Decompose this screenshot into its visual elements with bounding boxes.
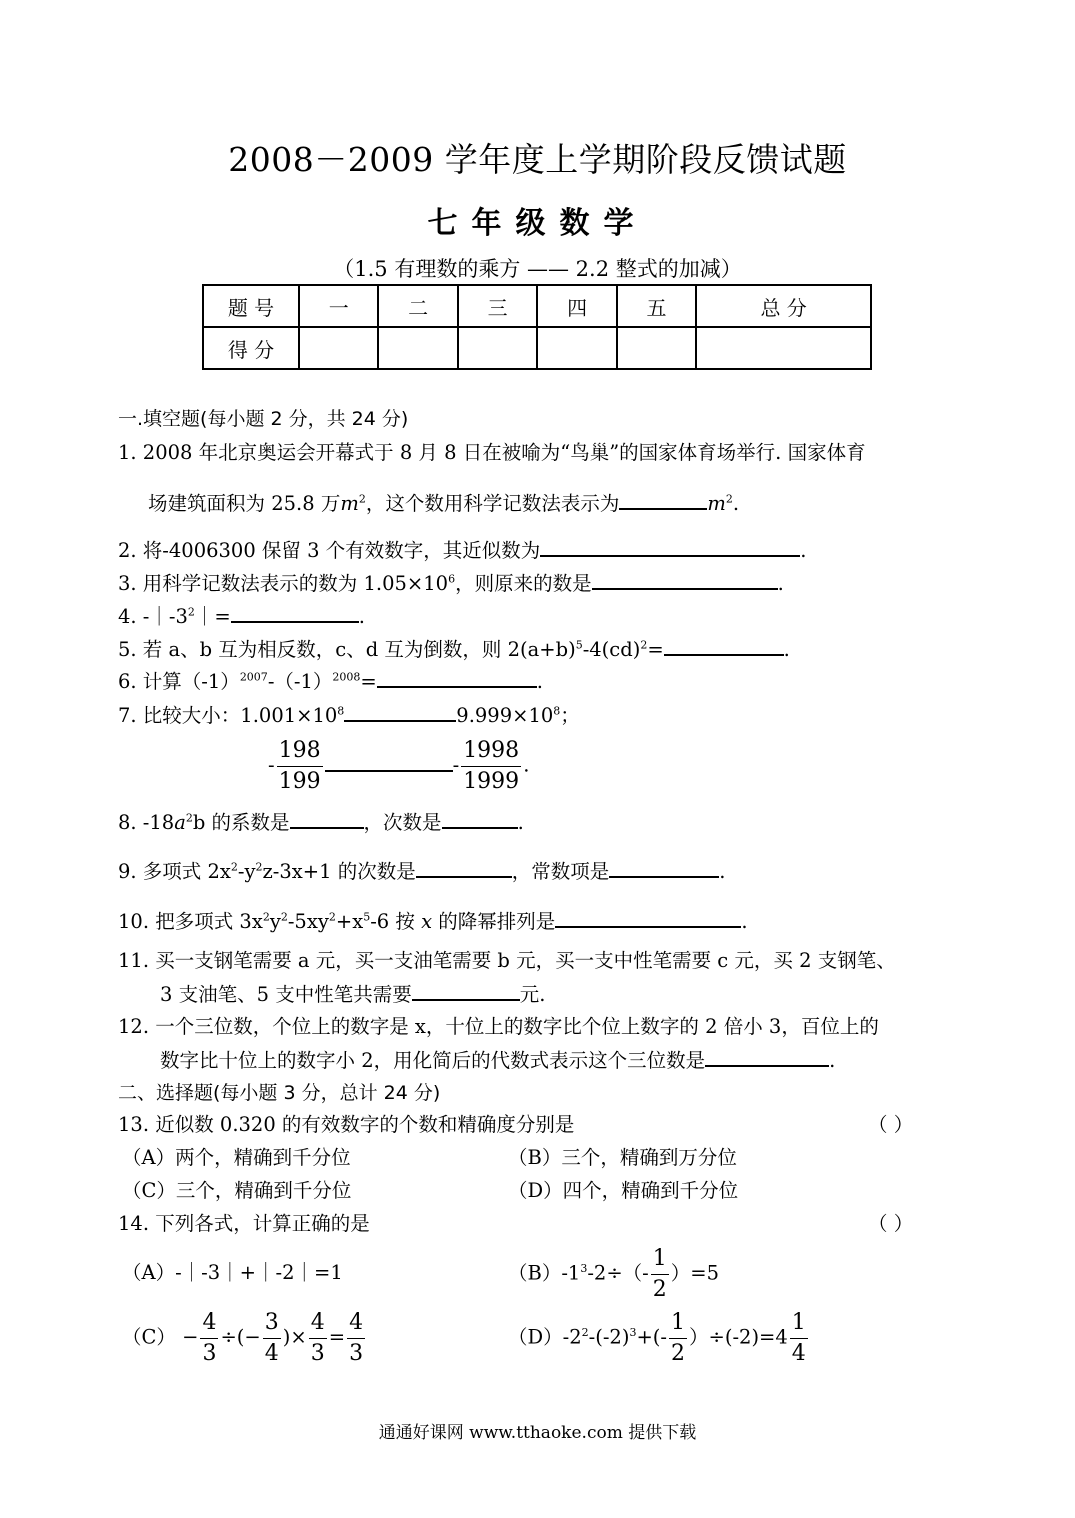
table-cell: 总 分 <box>696 285 871 327</box>
table-cell: 题 号 <box>203 285 299 327</box>
fraction: $\frac{3}{4}$ <box>264 1310 279 1366</box>
question-11-line1: 11. 买一支钢笔需要 a 元，买一支油笔需要 b 元，买一支中性笔需要 c 元，买 2 支钢笔、 <box>118 949 896 972</box>
answer-blank[interactable] <box>290 809 364 829</box>
table-cell: 三 <box>458 285 537 327</box>
option-c[interactable]: （C）三个，精确到千分位 <box>122 1179 352 1202</box>
table-cell: 四 <box>537 285 616 327</box>
table-cell: 一 <box>299 285 378 327</box>
section2-heading: 二、选择题(每小题 3 分，总计 24 分) <box>118 1082 441 1104</box>
answer-blank[interactable] <box>705 1047 829 1067</box>
option-c[interactable]: （C） − $\frac{4}{3}$ ÷(− $\frac{3}{4}$ )× $\frac{4}{3}$ = $\frac{4}{3}$ <box>122 1308 367 1368</box>
chapter-range: （1.5 有理数的乘方 —— 2.2 整式的加减） <box>333 257 742 281</box>
answer-blank[interactable] <box>555 908 741 928</box>
question-7-line2: - $\frac{198}{199}$ - $\frac{1998}{1999}$ . <box>268 736 529 796</box>
score-input-cell[interactable] <box>537 327 616 369</box>
table-cell: 二 <box>378 285 457 327</box>
question-12-line2: 数字比十位上的数字小 2，用化简后的代数式表示这个三位数是 . <box>160 1049 836 1072</box>
question-12-line1: 12. 一个三位数，个位上的数字是 x，十位上的数字比个位上数字的 2 倍小 3，百位上的 <box>118 1015 879 1038</box>
question-1-line1: 1. 2008 年北京奥运会开幕式于 8 月 8 日在被喻为“鸟巢”的国家体育场举行. 国家体育 <box>118 441 866 464</box>
page-subtitle: 七年级数学 <box>427 206 648 241</box>
score-input-cell[interactable] <box>696 327 871 369</box>
fraction: $\frac{198}{199}$ <box>278 738 321 794</box>
fraction: $\frac{4}{3}$ <box>349 1310 364 1366</box>
question-1-line2: 场建筑面积为 25.8 万$m^2$，这个数用科学记数法表示为 $m^2$. <box>148 492 740 515</box>
answer-blank[interactable] <box>344 702 456 722</box>
fraction: $\frac{1998}{1999}$ <box>463 738 520 794</box>
score-table <box>202 284 872 370</box>
fraction: $\frac{4}{3}$ <box>202 1310 217 1366</box>
option-a[interactable]: （A）-｜-3｜+｜-2｜=1 <box>122 1261 343 1284</box>
answer-blank[interactable] <box>664 636 784 656</box>
question-2: 2. 将-4006300 保留 3 个有效数字，其近似数为 . <box>118 539 807 562</box>
question-3: 3. 用科学记数法表示的数为 $1.05\times 10^6$，则原来的数是 . <box>118 572 784 595</box>
fraction: $\frac{4}{3}$ <box>310 1310 325 1366</box>
question-4: 4. $-|-3^2|=$ . <box>118 605 365 628</box>
option-a[interactable]: （A）两个，精确到千分位 <box>122 1146 351 1169</box>
question-10: 10. 把多项式 $3x^2y^2-5xy^2+x^5-6$ 按 x 的降幂排列是 . <box>118 910 748 933</box>
table-cell: 得 分 <box>203 327 299 369</box>
answer-blank[interactable] <box>416 858 512 878</box>
option-d[interactable]: $(D)-2^2-(-2)^3+(-$ $\frac{1}{2}$ ）÷(-2)=4 $\frac{1}{4}$ <box>508 1308 810 1368</box>
answer-blank[interactable] <box>609 858 719 878</box>
answer-paren[interactable]: （ ） <box>868 1212 914 1235</box>
fraction: $\frac{1}{2}$ <box>671 1310 685 1366</box>
question-8: 8. $-18a^2b$ 的系数是 ，次数是 . <box>118 811 524 834</box>
table-cell: 五 <box>617 285 696 327</box>
score-input-cell[interactable] <box>378 327 457 369</box>
question-11-line2: 3 支油笔、5 支中性笔共需要 元. <box>160 983 546 1006</box>
fraction: $\frac{1}{4}$ <box>791 1310 806 1366</box>
table-row <box>203 327 871 369</box>
answer-blank[interactable] <box>592 570 778 590</box>
answer-blank[interactable] <box>540 537 800 557</box>
question-13: 13. 近似数 0.320 的有效数字的个数和精确度分别是 <box>118 1113 575 1136</box>
question-7-line1: 7. 比较大小：$1.001\times 10^8$ $9.999\times 10^8$； <box>118 704 580 727</box>
answer-blank[interactable] <box>325 752 453 772</box>
question-9: 9. 多项式 $2x^2-y^2z-3x+1$ 的次数是 ，常数项是 . <box>118 860 726 883</box>
option-b[interactable]: （B）三个，精确到万分位 <box>508 1146 737 1169</box>
option-d[interactable]: （D）四个，精确到千分位 <box>508 1179 739 1202</box>
answer-blank[interactable] <box>442 809 518 829</box>
answer-blank[interactable] <box>231 603 359 623</box>
question-14: 14. 下列各式，计算正确的是 <box>118 1212 370 1235</box>
fraction: $\frac{1}{2}$ <box>652 1246 667 1302</box>
table-row <box>203 285 871 327</box>
question-5: 5. 若 a、b 互为相反数，c、d 互为倒数，则 $2(a+b)^5-4(cd)^2=$ . <box>118 638 790 661</box>
section1-heading: 一.填空题(每小题 2 分，共 24 分) <box>118 408 409 430</box>
question-6: 6. 计算$(-1)^{2007}-(-1)^{2008}=$ . <box>118 670 543 693</box>
score-input-cell[interactable] <box>458 327 537 369</box>
score-input-cell[interactable] <box>299 327 378 369</box>
answer-paren[interactable]: （ ） <box>868 1113 914 1136</box>
answer-blank[interactable] <box>412 981 520 1001</box>
footer-credit: 通通好课网 www.tthaoke.com 提供下载 <box>378 1423 697 1443</box>
option-b[interactable]: $(B)-1^3-2\div(-$ $\frac{1}{2}$ ）=5 <box>508 1244 719 1304</box>
answer-blank[interactable] <box>619 490 707 510</box>
page-title: 2008－2009 学年度上学期阶段反馈试题 <box>228 140 847 179</box>
score-input-cell[interactable] <box>617 327 696 369</box>
answer-blank[interactable] <box>377 668 537 688</box>
